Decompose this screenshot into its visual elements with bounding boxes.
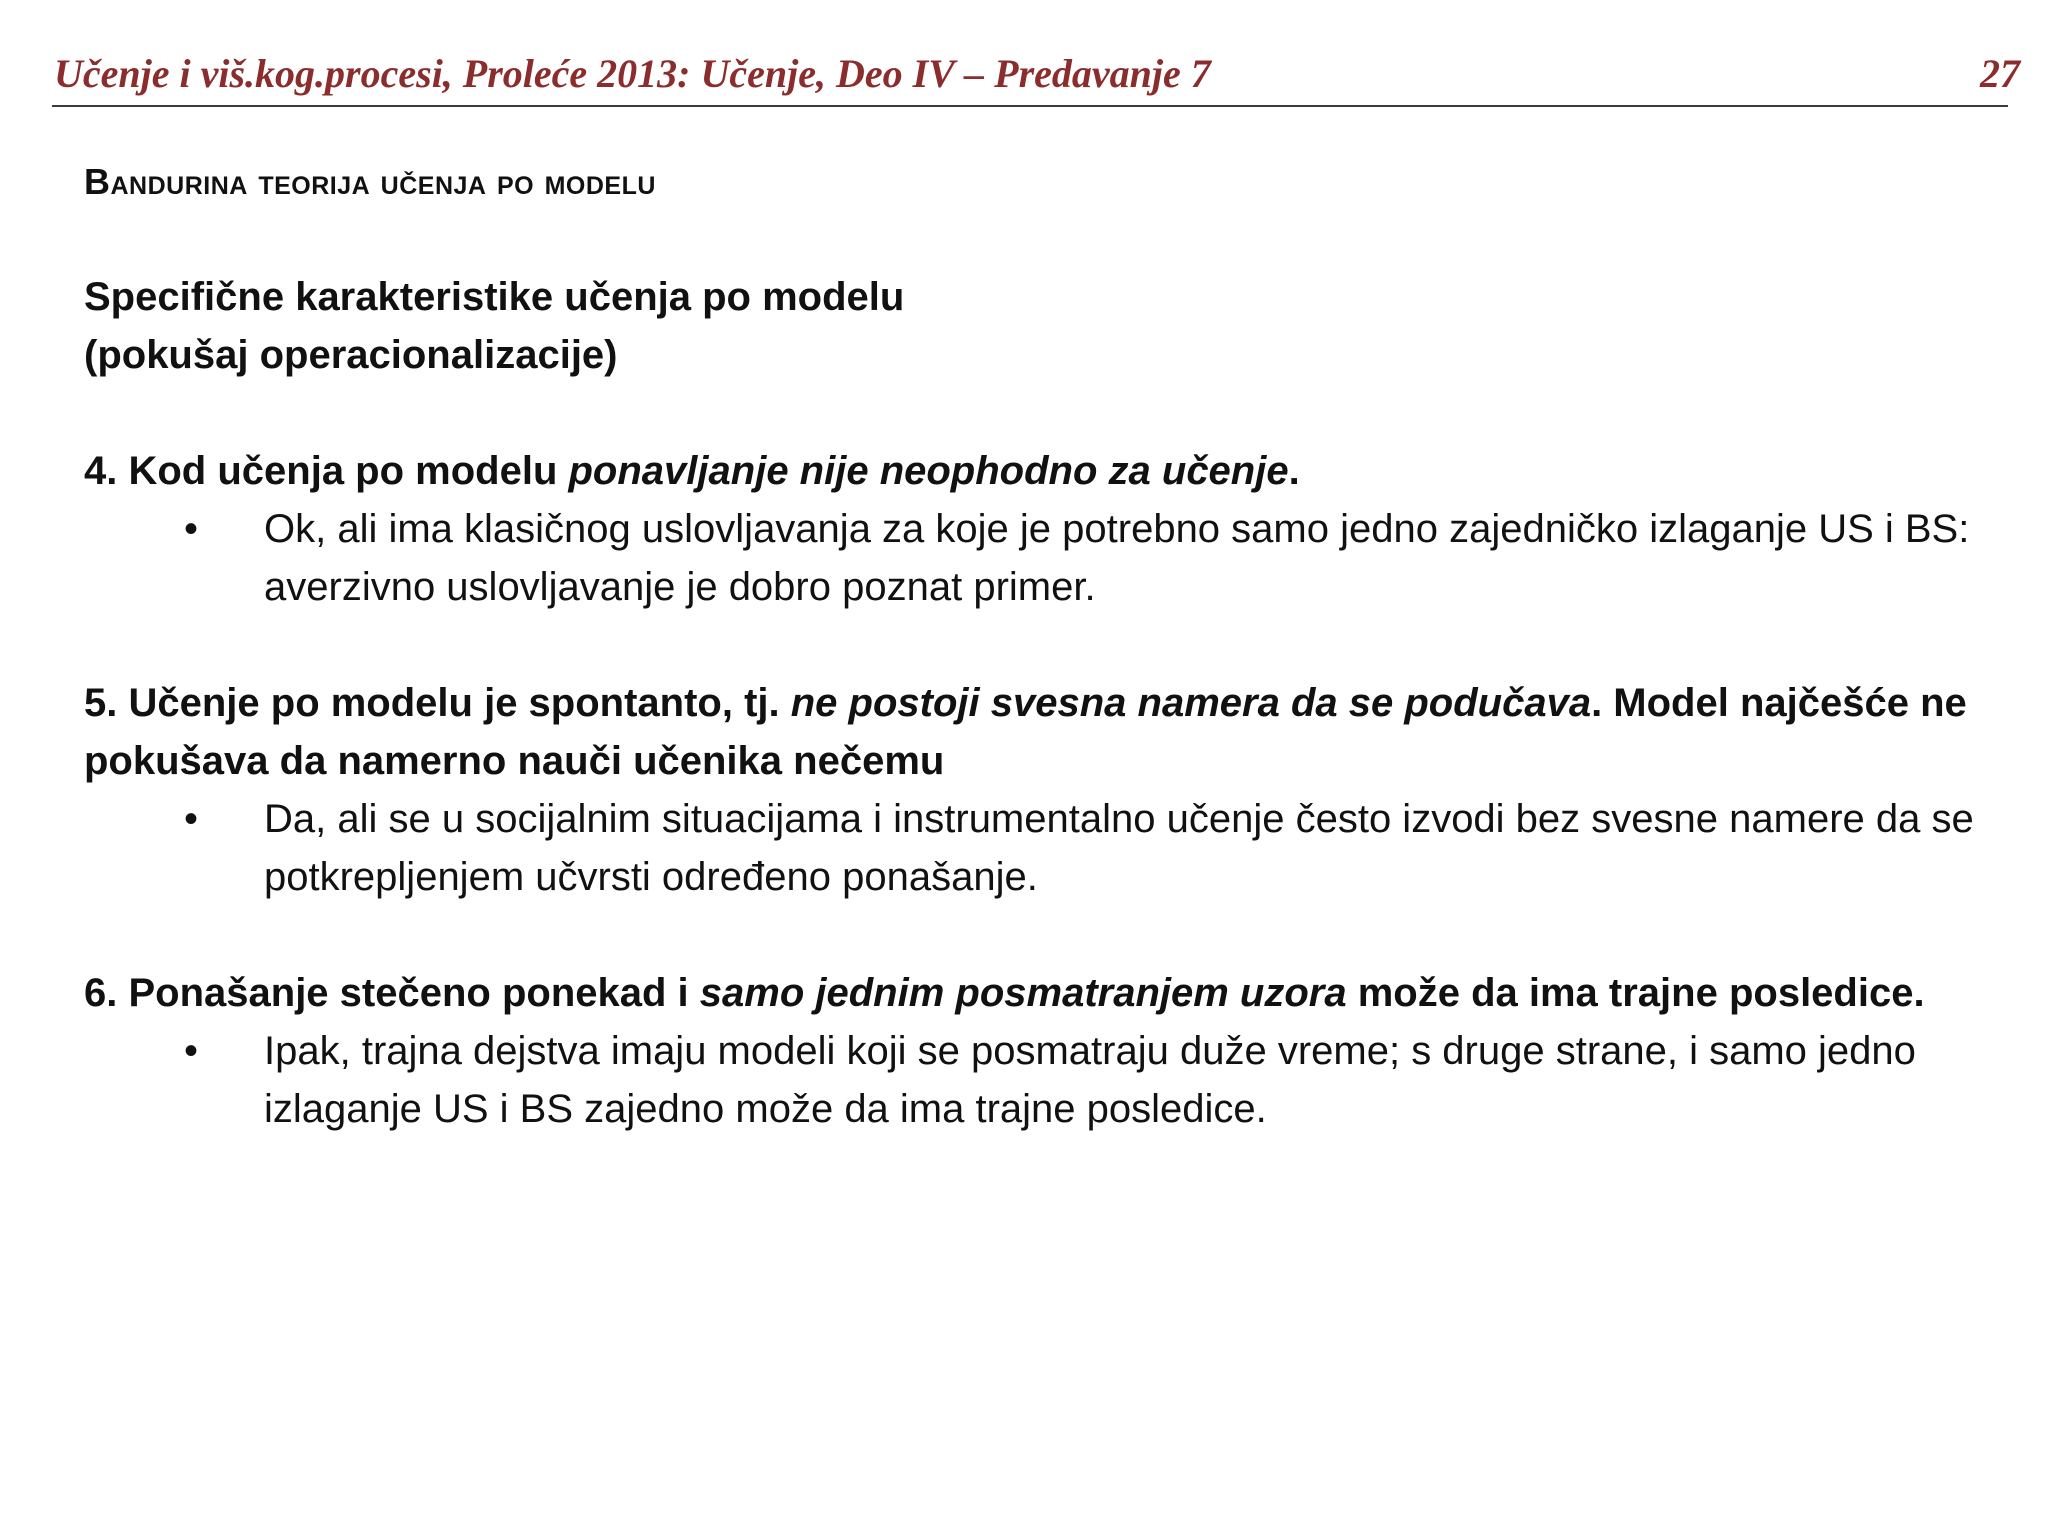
- point-tail: .: [1288, 449, 1300, 493]
- bullet-text: Ipak, trajna dejstva imaju modeli koji se posmatraju duže vreme; s druge strane, i samo jedno izlaganje US i BS zajedno može da ima trajne posledice.: [264, 1029, 1916, 1131]
- point-lead: 4. Kod učenja po modelu: [84, 449, 569, 493]
- subtitle-line-1: Specifične karakteristike učenja po modelu: [84, 275, 905, 319]
- bullet-dot-icon: •: [184, 507, 199, 551]
- point-emphasis: samo jednim posmatranjem uzora: [699, 971, 1347, 1015]
- point-lead: 5. Učenje po modelu je spontanto, tj.: [84, 681, 791, 725]
- bullet-item: [84, 500, 1984, 616]
- bullet-text: Ok, ali ima klasičnog uslovljavanja za koje je potrebno samo jedno zajedničko izlaganje US i BS: averzivno uslovljavanje je dobro poznat primer.: [264, 507, 1970, 609]
- bullet-dot-icon: •: [184, 797, 199, 841]
- bullet-item: [84, 790, 1984, 906]
- point-emphasis: ne postoji svesna namera da se podučava: [790, 681, 1592, 725]
- subtitle-line-2: (pokušaj operacionalizacije): [84, 333, 618, 377]
- point-5: [84, 674, 1984, 790]
- bullet-item: [84, 1022, 1984, 1138]
- point-4: [84, 442, 1984, 500]
- point-lead: 6. Ponašanje stečeno ponekad i: [84, 971, 700, 1015]
- header-title: Učenje i viš.kog.procesi, Proleće 2013: Učenje, Deo IV – Predavanje 7: [54, 51, 1211, 96]
- bullet-dot-icon: •: [184, 1029, 199, 1073]
- section-title: Bandurina teorija učenja po modelu: [84, 161, 656, 202]
- slide-content: [84, 152, 1984, 1138]
- point-6: [84, 964, 1984, 1022]
- page-number: 27: [1980, 51, 2020, 96]
- slide-header: [52, 44, 2020, 104]
- point-tail: može da ima trajne posledice.: [1346, 971, 1925, 1015]
- bullet-text: Da, ali se u socijalnim situacijama i instrumentalno učenje često izvodi bez svesne namere da se potkrepljenjem učvrsti određeno ponašanje.: [264, 797, 1974, 899]
- point-emphasis: ponavljanje nije neophodno za učenje: [568, 449, 1289, 493]
- subtitle: [84, 268, 1984, 384]
- header-divider: [52, 105, 2008, 107]
- point-tail: . Model najčešće ne pokušava da namerno nauči učenika nečemu: [84, 681, 1967, 783]
